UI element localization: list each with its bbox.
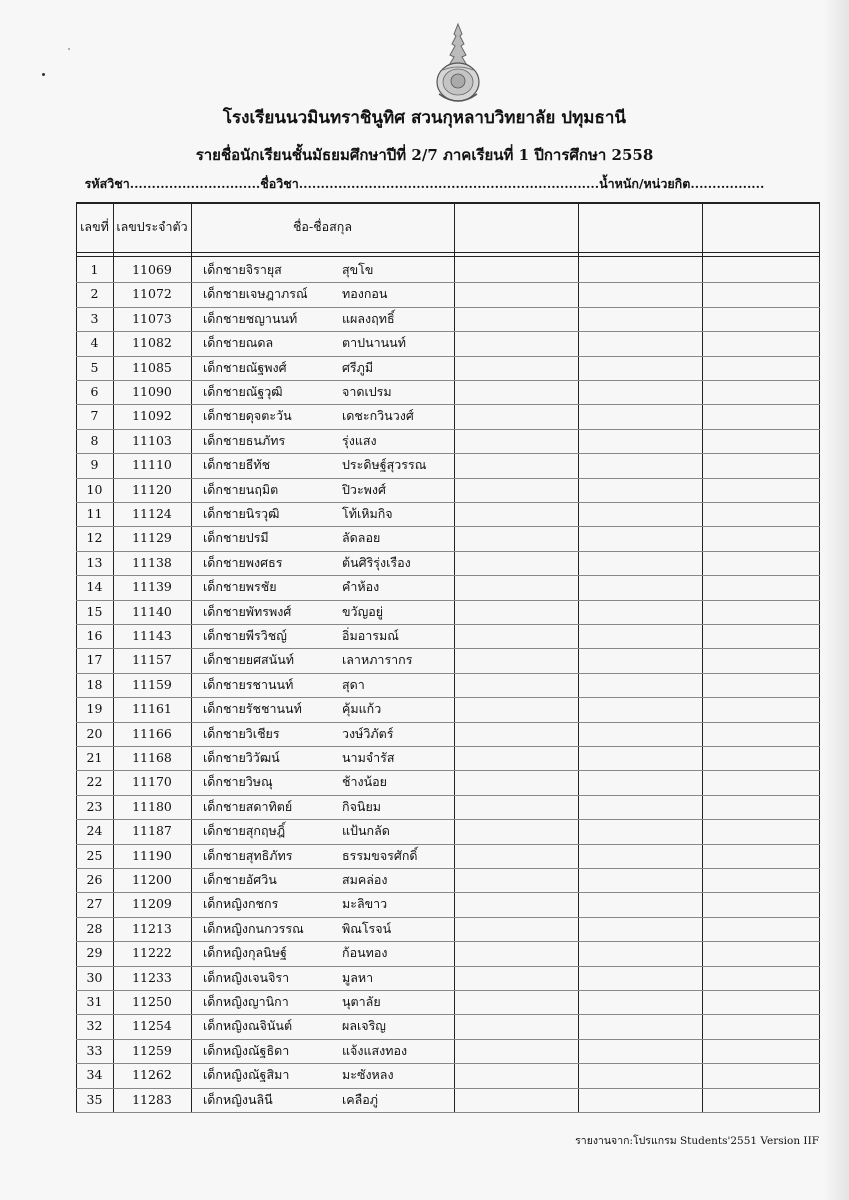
row-number: 24	[86, 823, 103, 839]
row-number: 1	[90, 262, 99, 277]
table-row	[76, 1088, 820, 1112]
student-first-name: เด็กหญิงณัฐสิมา	[203, 1067, 290, 1083]
student-id: 11157	[132, 652, 172, 668]
student-first-name: เด็กชายณัฐวุฒิ	[203, 384, 283, 399]
student-first-name: เด็กชายพัทรพงศ์	[203, 603, 292, 619]
row-number: 26	[86, 872, 103, 887]
table-row	[76, 551, 820, 575]
student-last-name: เคลือภู่	[342, 1091, 379, 1107]
table-row	[76, 429, 820, 453]
student-last-name: เดชะกวินวงศ์	[342, 408, 414, 424]
row-number: 18	[86, 676, 103, 692]
student-id: 11124	[132, 506, 172, 521]
student-id: 11250	[132, 994, 172, 1009]
student-last-name: มะซังหลง	[342, 1067, 394, 1083]
student-id: 11138	[132, 554, 172, 570]
row-number: 16	[86, 628, 103, 643]
row-number: 12	[86, 530, 103, 546]
table-row	[76, 282, 820, 306]
student-last-name: อิ่มอารมณ์	[342, 628, 399, 643]
student-id: 11166	[132, 725, 172, 741]
student-id: 11073	[132, 310, 172, 326]
student-id: 11254	[132, 1018, 172, 1034]
header-name: ชื่อ-ชื่อสกุล	[292, 219, 353, 234]
table-row	[76, 770, 820, 794]
student-last-name: โท้เหิมกิจ	[342, 506, 393, 521]
student-id: 11170	[132, 774, 172, 790]
table-row	[76, 526, 820, 550]
student-id: 11222	[132, 945, 172, 961]
student-id: 11209	[132, 896, 172, 912]
table-row	[76, 917, 820, 941]
student-first-name: เด็กชายจิรายุส	[203, 262, 282, 277]
row-number: 8	[90, 432, 99, 448]
student-id: 11069	[132, 262, 172, 277]
table-row	[76, 746, 820, 770]
table-row	[76, 795, 820, 819]
table-row	[76, 380, 820, 404]
student-first-name: เด็กชายเจษฎาภรณ์	[203, 286, 308, 302]
table-row	[76, 966, 820, 990]
student-first-name: เด็กชายณัฐพงศ์	[203, 359, 287, 375]
class-list-title: รายชื่อนักเรียนชั้นมัธยมศึกษาปีที่ 2/7 ภาคเรียนที่ 1 ปีการศึกษา 2558	[195, 146, 654, 164]
table-row	[76, 868, 820, 892]
student-first-name: เด็กชายธนภัทร	[203, 432, 286, 448]
student-id: 11129	[132, 530, 172, 546]
table-row	[76, 722, 820, 746]
student-id: 11120	[132, 481, 172, 497]
student-first-name: เด็กหญิงกชกร	[203, 896, 279, 912]
student-id: 11072	[132, 286, 172, 302]
row-number: 33	[86, 1042, 103, 1058]
student-last-name: ก้อนทอง	[342, 945, 388, 961]
row-number: 22	[86, 774, 103, 790]
row-number: 34	[86, 1067, 103, 1083]
student-id: 11140	[132, 603, 172, 619]
student-id: 11159	[132, 676, 172, 692]
school-emblem-icon	[433, 22, 483, 106]
student-last-name: ขวัญอยู่	[342, 603, 384, 619]
student-last-name: แผลงฤทธิ์	[342, 310, 395, 326]
student-first-name: เด็กชายณดล	[203, 335, 274, 351]
student-last-name: สุดา	[342, 676, 365, 692]
row-number: 23	[86, 798, 103, 814]
student-last-name: ศรีภูมี	[342, 359, 374, 375]
student-first-name: เด็กชายชญานนท์	[203, 310, 298, 326]
student-first-name: เด็กชายวิเชียร	[203, 725, 280, 741]
student-last-name: พิณโรจน์	[342, 920, 392, 936]
row-number: 10	[86, 481, 103, 497]
student-first-name: เด็กชายพีรวิชญ์	[203, 628, 287, 643]
student-first-name: เด็กชายพรชัย	[203, 579, 277, 595]
student-last-name: กิจนิยม	[342, 798, 382, 814]
row-number: 6	[90, 384, 99, 399]
row-divider	[76, 1112, 820, 1113]
table-row	[76, 307, 820, 331]
table-row	[76, 1039, 820, 1063]
student-id: 11143	[132, 628, 172, 643]
student-first-name: เด็กหญิงเจนจิรา	[203, 969, 290, 985]
student-id: 11187	[132, 823, 172, 839]
row-number: 20	[86, 725, 103, 741]
student-first-name: เด็กหญิงกุลนิษฐ์	[203, 945, 287, 961]
student-last-name: ประดิษฐ์สุวรรณ	[342, 457, 427, 473]
row-number: 13	[86, 554, 103, 570]
student-last-name: ปิวะพงศ์	[342, 481, 386, 497]
student-last-name: นามจำรัส	[342, 750, 395, 765]
student-first-name: เด็กชายนฤมิต	[203, 481, 279, 497]
student-first-name: เด็กชายพงศธร	[203, 554, 283, 570]
table-row	[76, 648, 820, 672]
student-last-name: มะลิขาว	[342, 896, 388, 912]
student-last-name: นุตาลัย	[342, 994, 381, 1009]
table-row	[76, 697, 820, 721]
student-last-name: รุ่งแสง	[342, 432, 377, 448]
student-id: 11213	[132, 920, 172, 936]
student-id: 11190	[132, 847, 172, 863]
student-id: 11139	[132, 579, 172, 595]
row-number: 15	[86, 603, 103, 619]
table-row	[76, 819, 820, 843]
row-number: 30	[86, 969, 103, 985]
student-first-name: เด็กชายวิวัฒน์	[203, 750, 280, 765]
table-row	[76, 673, 820, 697]
school-name: โรงเรียนนวมินทราชินูทิศ สวนกุหลาบวิทยาลัย ปทุมธานี	[222, 108, 627, 128]
row-number: 32	[86, 1018, 103, 1034]
table-row	[76, 1063, 820, 1087]
row-number: 27	[86, 896, 103, 912]
student-id: 11161	[132, 701, 172, 717]
student-first-name: เด็กชายสุทธิภัทร	[203, 847, 293, 863]
student-first-name: เด็กหญิงนลินี	[203, 1091, 273, 1107]
table-row	[76, 575, 820, 599]
course-info-line: รหัสวิชา..............................ชื่อวิชา.....................................................................น้ำหนัก/หน่วยกิต.................	[84, 176, 765, 191]
student-first-name: เด็กชายดุจตะวัน	[203, 408, 292, 424]
row-number: 4	[90, 335, 99, 351]
student-first-name: เด็กหญิงญานิกา	[203, 994, 289, 1009]
table-row	[76, 356, 820, 380]
row-number: 29	[86, 945, 103, 961]
scan-speck	[68, 48, 70, 50]
table-row	[76, 844, 820, 868]
table-row	[76, 624, 820, 648]
student-id: 11103	[132, 432, 172, 448]
table-row	[76, 502, 820, 526]
row-number: 17	[86, 652, 103, 668]
student-first-name: เด็กหญิงกนกวรรณ	[203, 920, 304, 936]
student-first-name: เด็กหญิงณจินันต์	[203, 1018, 293, 1034]
student-first-name: เด็กชายปรมี	[203, 530, 269, 546]
row-number: 28	[86, 920, 103, 936]
row-number: 21	[86, 750, 103, 765]
student-last-name: วงษ์วิภัตร์	[342, 725, 394, 741]
row-number: 11	[86, 506, 103, 521]
student-id: 11283	[132, 1091, 172, 1107]
row-number: 19	[86, 701, 103, 717]
student-first-name: เด็กชายยศสนันท์	[203, 652, 295, 668]
student-last-name: คุ้มแก้ว	[342, 701, 382, 717]
table-row	[76, 478, 820, 502]
row-number: 5	[90, 359, 99, 375]
student-id: 11090	[132, 384, 172, 399]
header-number: เลขที่	[80, 219, 109, 234]
student-last-name: ช้างน้อย	[342, 774, 387, 790]
row-number: 3	[90, 310, 99, 326]
student-last-name: แจ้งแสงทอง	[342, 1042, 408, 1058]
student-last-name: ผลเจริญ	[342, 1018, 386, 1034]
header-student-id: เลขประจำตัว	[116, 219, 188, 234]
student-id: 11092	[132, 408, 172, 424]
student-id: 11262	[132, 1067, 172, 1083]
student-id: 11110	[132, 457, 172, 473]
student-id: 11085	[132, 359, 172, 375]
row-number: 2	[90, 286, 99, 302]
student-table	[76, 202, 820, 1112]
report-footer: รายงานจาก:โปรแกรม Students'2551 Version IIF	[575, 1135, 819, 1147]
row-number: 31	[86, 994, 103, 1009]
student-first-name: เด็กชายนิรวุฒิ	[203, 506, 280, 521]
table-row	[76, 453, 820, 477]
student-id: 11082	[132, 335, 172, 351]
student-last-name: สุขโข	[342, 262, 374, 277]
student-first-name: เด็กชายธีทัช	[203, 457, 271, 473]
student-id: 11180	[132, 798, 172, 814]
table-row	[76, 1014, 820, 1038]
student-id: 11259	[132, 1042, 172, 1058]
student-first-name: เด็กชายรัชชานนท์	[203, 701, 302, 717]
table-row	[76, 990, 820, 1014]
student-id: 11168	[132, 750, 172, 765]
student-id: 11200	[132, 872, 172, 887]
student-last-name: คำห้อง	[342, 579, 380, 595]
table-row	[76, 941, 820, 965]
student-first-name: เด็กชายสุกฤษฎิ์	[203, 823, 286, 839]
table-row	[76, 892, 820, 916]
student-first-name: เด็กชายอัศวิน	[203, 872, 277, 887]
header-divider	[76, 252, 820, 253]
student-first-name: เด็กชายวิษณุ	[203, 774, 273, 790]
table-row	[76, 600, 820, 624]
row-number: 25	[86, 847, 103, 863]
table-row	[76, 331, 820, 355]
student-first-name: เด็กชายสดาทิตย์	[203, 798, 293, 814]
row-number: 35	[86, 1091, 103, 1107]
student-last-name: ต้นศิริรุ่งเรือง	[342, 554, 411, 570]
scan-speck	[42, 73, 45, 76]
student-last-name: สมคล่อง	[342, 872, 388, 887]
student-last-name: แป้นกลัด	[342, 823, 390, 839]
table-row	[76, 258, 820, 282]
student-first-name: เด็กชายรชานนท์	[203, 676, 294, 692]
student-last-name: มูลหา	[342, 969, 374, 985]
student-last-name: ตาปนานนท์	[342, 335, 406, 351]
student-first-name: เด็กหญิงณัฐธิดา	[203, 1042, 290, 1058]
student-last-name: ทองกอน	[342, 286, 388, 302]
table-row	[76, 404, 820, 428]
student-last-name: เลาหภารากร	[342, 652, 413, 668]
row-number: 14	[86, 579, 103, 595]
student-last-name: ธรรมขจรศักดิ์	[342, 847, 418, 863]
student-last-name: ลัดลอย	[342, 530, 381, 546]
student-last-name: จาดเปรม	[342, 384, 392, 399]
student-id: 11233	[132, 969, 172, 985]
row-number: 9	[90, 457, 99, 473]
row-number: 7	[90, 408, 99, 424]
header-divider-double	[76, 256, 820, 257]
